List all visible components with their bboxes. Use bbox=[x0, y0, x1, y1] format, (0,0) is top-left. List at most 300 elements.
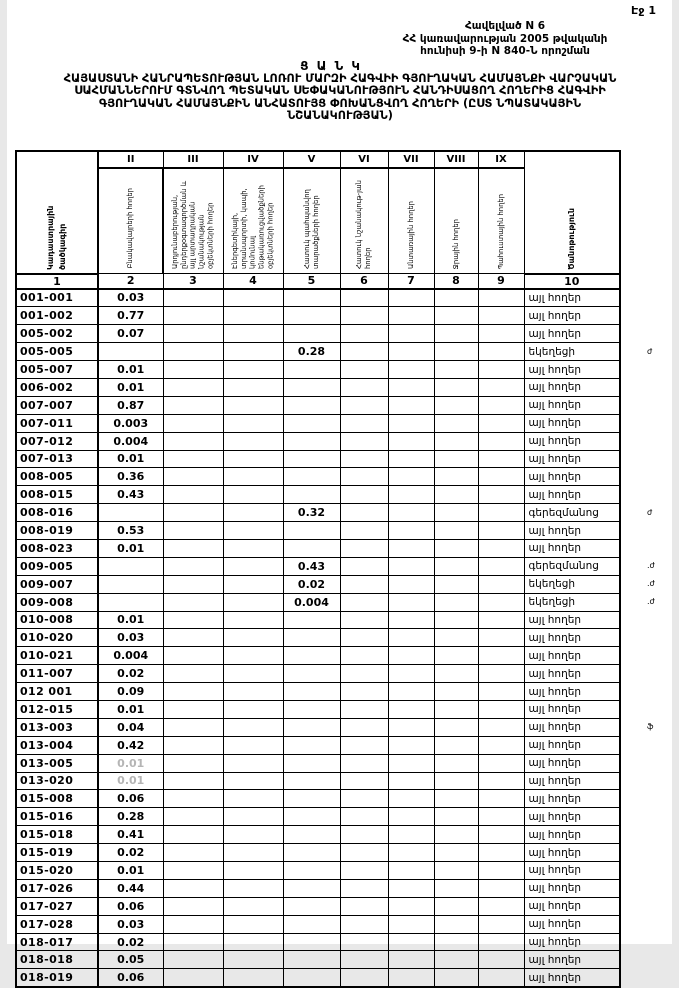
col-header-cadastral-code-label: Կադաստրային ծածկագիր bbox=[46, 205, 67, 270]
col-number: 7 bbox=[388, 274, 434, 289]
value-cell bbox=[434, 611, 478, 629]
note-cell: այլ հողեր bbox=[524, 969, 620, 987]
table-row bbox=[16, 897, 620, 915]
value-cell bbox=[163, 718, 223, 736]
col-roman-iv: IV bbox=[223, 151, 283, 168]
value-cell bbox=[478, 647, 524, 665]
value-cell bbox=[223, 665, 283, 683]
value-cell bbox=[283, 915, 340, 933]
value-cell: 0.41 bbox=[98, 826, 163, 844]
value-cell bbox=[223, 593, 283, 611]
cadastral-code-cell: 015-016 bbox=[16, 808, 98, 826]
value-cell bbox=[163, 450, 223, 468]
handwritten-margin-mark: .ժ bbox=[647, 561, 655, 571]
table-row bbox=[16, 361, 620, 379]
value-cell bbox=[163, 611, 223, 629]
value-cell bbox=[283, 754, 340, 772]
table-row bbox=[16, 522, 620, 540]
value-cell bbox=[163, 361, 223, 379]
value-cell bbox=[434, 862, 478, 880]
col-header-note-label: Ծանոթություն bbox=[566, 207, 576, 270]
value-cell bbox=[434, 539, 478, 557]
value-cell: 0.32 bbox=[283, 504, 340, 522]
value-cell bbox=[434, 432, 478, 450]
value-cell bbox=[163, 826, 223, 844]
table-row bbox=[16, 772, 620, 790]
value-cell bbox=[340, 683, 388, 701]
value-cell bbox=[340, 307, 388, 325]
value-cell bbox=[283, 289, 340, 307]
value-cell bbox=[163, 432, 223, 450]
value-cell bbox=[434, 557, 478, 575]
value-cell bbox=[340, 754, 388, 772]
value-cell: 0.02 bbox=[98, 933, 163, 951]
table-row bbox=[16, 718, 620, 736]
value-cell bbox=[223, 647, 283, 665]
value-cell: 0.06 bbox=[98, 969, 163, 987]
value-cell bbox=[163, 951, 223, 969]
value-cell: 0.87 bbox=[98, 396, 163, 414]
value-cell: 0.01 bbox=[98, 361, 163, 379]
cadastral-code-cell: 017-028 bbox=[16, 915, 98, 933]
title-line: ՆՇԱՆԱԿՈՒԹՅԱՆ) bbox=[287, 109, 393, 123]
handwritten-margin-mark: .ժ bbox=[647, 579, 655, 589]
value-cell bbox=[283, 539, 340, 557]
note-cell: այլ հողեր bbox=[524, 826, 620, 844]
value-cell bbox=[478, 343, 524, 361]
value-cell bbox=[388, 432, 434, 450]
value-cell bbox=[223, 969, 283, 987]
value-cell: 0.28 bbox=[98, 808, 163, 826]
value-cell bbox=[223, 504, 283, 522]
value-cell bbox=[163, 844, 223, 862]
cadastral-code-cell: 009-008 bbox=[16, 593, 98, 611]
value-cell bbox=[388, 522, 434, 540]
cadastral-code-cell: 015-008 bbox=[16, 790, 98, 808]
value-cell bbox=[388, 611, 434, 629]
value-cell bbox=[283, 361, 340, 379]
value-cell bbox=[223, 414, 283, 432]
value-cell bbox=[478, 307, 524, 325]
table-row bbox=[16, 844, 620, 862]
value-cell bbox=[434, 683, 478, 701]
value-cell bbox=[223, 486, 283, 504]
table-row bbox=[16, 575, 620, 593]
value-cell bbox=[388, 700, 434, 718]
value-cell bbox=[388, 826, 434, 844]
value-cell: 0.004 bbox=[98, 647, 163, 665]
table-row bbox=[16, 790, 620, 808]
value-cell bbox=[340, 844, 388, 862]
value-cell: 0.01 bbox=[98, 754, 163, 772]
note-cell: այլ հողեր bbox=[524, 879, 620, 897]
value-cell bbox=[163, 754, 223, 772]
value-cell bbox=[434, 933, 478, 951]
value-cell bbox=[478, 539, 524, 557]
value-cell bbox=[163, 468, 223, 486]
value-cell bbox=[163, 808, 223, 826]
table-row bbox=[16, 343, 620, 361]
col-number: 2 bbox=[98, 274, 163, 289]
cadastral-code-cell: 005-002 bbox=[16, 325, 98, 343]
value-cell bbox=[478, 432, 524, 450]
value-cell bbox=[478, 969, 524, 987]
value-cell bbox=[223, 307, 283, 325]
table-row bbox=[16, 879, 620, 897]
value-cell bbox=[434, 486, 478, 504]
col-roman-ix: IX bbox=[478, 151, 524, 168]
value-cell: 0.01 bbox=[98, 862, 163, 880]
value-cell bbox=[163, 289, 223, 307]
col-number: 4 bbox=[223, 274, 283, 289]
cadastral-code-cell: 013-020 bbox=[16, 772, 98, 790]
cadastral-code-cell: 007-012 bbox=[16, 432, 98, 450]
value-cell bbox=[283, 378, 340, 396]
value-cell: 0.01 bbox=[98, 378, 163, 396]
value-cell bbox=[434, 325, 478, 343]
cadastral-code-cell: 018-017 bbox=[16, 933, 98, 951]
value-cell: 0.77 bbox=[98, 307, 163, 325]
note-cell: այլ հողեր bbox=[524, 414, 620, 432]
table-row bbox=[16, 289, 620, 307]
value-cell bbox=[388, 450, 434, 468]
table-row bbox=[16, 683, 620, 701]
value-cell bbox=[434, 575, 478, 593]
note-cell: այլ հողեր bbox=[524, 862, 620, 880]
note-cell: այլ հողեր bbox=[524, 450, 620, 468]
value-cell bbox=[340, 951, 388, 969]
value-cell bbox=[434, 468, 478, 486]
table-row bbox=[16, 486, 620, 504]
table-row bbox=[16, 307, 620, 325]
value-cell bbox=[340, 897, 388, 915]
value-cell bbox=[283, 683, 340, 701]
cadastral-code-cell: 010-008 bbox=[16, 611, 98, 629]
col-number: 5 bbox=[283, 274, 340, 289]
value-cell bbox=[223, 915, 283, 933]
cadastral-code-cell: 008-016 bbox=[16, 504, 98, 522]
table-row bbox=[16, 862, 620, 880]
appendix-reference bbox=[329, 20, 679, 58]
cadastral-code-cell: 007-013 bbox=[16, 450, 98, 468]
note-cell: այլ հողեր bbox=[524, 933, 620, 951]
value-cell bbox=[478, 665, 524, 683]
cadastral-code-cell: 007-007 bbox=[16, 396, 98, 414]
value-cell bbox=[163, 665, 223, 683]
value-cell: 0.02 bbox=[283, 575, 340, 593]
cadastral-code-cell: 010-020 bbox=[16, 629, 98, 647]
value-cell bbox=[283, 897, 340, 915]
cadastral-code-cell: 009-005 bbox=[16, 557, 98, 575]
value-cell bbox=[223, 736, 283, 754]
value-cell bbox=[478, 754, 524, 772]
table-row bbox=[16, 933, 620, 951]
value-cell bbox=[388, 539, 434, 557]
table-row bbox=[16, 450, 620, 468]
value-cell bbox=[478, 933, 524, 951]
value-cell bbox=[388, 808, 434, 826]
value-cell bbox=[340, 396, 388, 414]
table-row bbox=[16, 378, 620, 396]
value-cell bbox=[340, 790, 388, 808]
value-cell: 0.01 bbox=[98, 772, 163, 790]
value-cell: 0.004 bbox=[98, 432, 163, 450]
value-cell bbox=[388, 754, 434, 772]
value-cell bbox=[388, 378, 434, 396]
table-row bbox=[16, 700, 620, 718]
value-cell bbox=[163, 343, 223, 361]
value-cell: 0.03 bbox=[98, 629, 163, 647]
value-cell bbox=[434, 879, 478, 897]
value-cell bbox=[283, 396, 340, 414]
cadastral-code-cell: 008-005 bbox=[16, 468, 98, 486]
cadastral-code-cell: 015-020 bbox=[16, 862, 98, 880]
value-cell bbox=[388, 951, 434, 969]
value-cell bbox=[223, 539, 283, 557]
cadastral-code-cell: 012 001 bbox=[16, 683, 98, 701]
note-cell: եկեղեցի bbox=[524, 343, 620, 361]
value-cell bbox=[388, 665, 434, 683]
value-cell: 0.03 bbox=[98, 289, 163, 307]
value-cell bbox=[340, 629, 388, 647]
value-cell bbox=[388, 486, 434, 504]
value-cell bbox=[478, 826, 524, 844]
value-cell bbox=[283, 700, 340, 718]
cadastral-code-cell: 010-021 bbox=[16, 647, 98, 665]
value-cell bbox=[434, 522, 478, 540]
value-cell bbox=[340, 468, 388, 486]
value-cell bbox=[223, 862, 283, 880]
value-cell bbox=[223, 396, 283, 414]
note-cell: այլ հողեր bbox=[524, 718, 620, 736]
note-cell: այլ հողեր bbox=[524, 736, 620, 754]
value-cell bbox=[340, 575, 388, 593]
table-row bbox=[16, 593, 620, 611]
value-cell bbox=[388, 718, 434, 736]
value-cell bbox=[478, 450, 524, 468]
handwritten-margin-mark: ժ bbox=[647, 507, 653, 517]
value-cell bbox=[388, 915, 434, 933]
note-cell: այլ հողեր bbox=[524, 396, 620, 414]
table-row bbox=[16, 808, 620, 826]
value-cell bbox=[434, 414, 478, 432]
value-cell bbox=[283, 611, 340, 629]
value-cell bbox=[340, 862, 388, 880]
value-cell bbox=[163, 647, 223, 665]
note-cell: եկեղեցի bbox=[524, 575, 620, 593]
value-cell bbox=[434, 700, 478, 718]
note-cell: այլ հողեր bbox=[524, 754, 620, 772]
value-cell bbox=[388, 468, 434, 486]
cadastral-code-cell: 005-005 bbox=[16, 343, 98, 361]
value-cell bbox=[340, 450, 388, 468]
value-cell bbox=[223, 325, 283, 343]
cadastral-code-cell: 008-023 bbox=[16, 539, 98, 557]
value-cell bbox=[163, 557, 223, 575]
col-roman-vi: VI bbox=[340, 151, 388, 168]
value-cell bbox=[388, 307, 434, 325]
value-cell bbox=[340, 969, 388, 987]
value-cell bbox=[388, 879, 434, 897]
note-cell: այլ հողեր bbox=[524, 432, 620, 450]
value-cell bbox=[340, 432, 388, 450]
value-cell bbox=[163, 736, 223, 754]
value-cell bbox=[163, 539, 223, 557]
value-cell bbox=[478, 325, 524, 343]
value-cell bbox=[163, 414, 223, 432]
value-cell bbox=[478, 683, 524, 701]
value-cell bbox=[340, 665, 388, 683]
value-cell bbox=[478, 468, 524, 486]
value-cell bbox=[163, 915, 223, 933]
value-cell bbox=[223, 700, 283, 718]
note-cell: այլ հողեր bbox=[524, 790, 620, 808]
value-cell bbox=[340, 933, 388, 951]
value-cell bbox=[98, 557, 163, 575]
value-cell bbox=[283, 826, 340, 844]
value-cell bbox=[340, 414, 388, 432]
value-cell bbox=[478, 575, 524, 593]
value-cell bbox=[340, 361, 388, 379]
value-cell bbox=[283, 450, 340, 468]
value-cell bbox=[340, 700, 388, 718]
cadastral-code-cell: 017-026 bbox=[16, 879, 98, 897]
value-cell bbox=[388, 969, 434, 987]
value-cell bbox=[340, 289, 388, 307]
value-cell bbox=[340, 504, 388, 522]
value-cell bbox=[434, 969, 478, 987]
value-cell: 0.03 bbox=[98, 915, 163, 933]
note-cell: այլ հողեր bbox=[524, 951, 620, 969]
value-cell bbox=[163, 325, 223, 343]
note-cell: այլ հողեր bbox=[524, 378, 620, 396]
value-cell: 0.36 bbox=[98, 468, 163, 486]
value-cell bbox=[478, 879, 524, 897]
value-cell bbox=[340, 325, 388, 343]
table-row bbox=[16, 826, 620, 844]
value-cell bbox=[478, 736, 524, 754]
col-header-cadastral-code bbox=[16, 151, 98, 274]
value-cell bbox=[388, 629, 434, 647]
value-cell bbox=[478, 862, 524, 880]
table-row bbox=[16, 432, 620, 450]
value-cell: 0.42 bbox=[98, 736, 163, 754]
note-cell: այլ հողեր bbox=[524, 611, 620, 629]
value-cell: 0.01 bbox=[98, 450, 163, 468]
value-cell bbox=[163, 897, 223, 915]
value-cell bbox=[223, 754, 283, 772]
value-cell bbox=[434, 289, 478, 307]
value-cell bbox=[434, 915, 478, 933]
note-cell: այլ հողեր bbox=[524, 683, 620, 701]
col-number: 9 bbox=[478, 274, 524, 289]
value-cell bbox=[388, 897, 434, 915]
value-cell bbox=[163, 969, 223, 987]
col-roman-iii: III bbox=[163, 151, 223, 168]
value-cell bbox=[283, 844, 340, 862]
col-header-industrial-lands: Արդյունաբերության, ընդերքօգտագործման և այլ արտադրական նշանակության օբյեկտների հողեր bbox=[163, 168, 223, 274]
value-cell: 0.44 bbox=[98, 879, 163, 897]
note-cell: գերեզմանոց bbox=[524, 504, 620, 522]
col-header-protected-lands: Հատուկ պահպանվող տարածքների հողեր bbox=[283, 168, 340, 274]
value-cell bbox=[434, 808, 478, 826]
value-cell bbox=[434, 718, 478, 736]
cadastral-code-cell: 015-018 bbox=[16, 826, 98, 844]
value-cell bbox=[434, 450, 478, 468]
note-cell: այլ հողեր bbox=[524, 307, 620, 325]
cadastral-code-cell: 006-002 bbox=[16, 378, 98, 396]
col-roman-vii: VII bbox=[388, 151, 434, 168]
value-cell bbox=[434, 951, 478, 969]
note-cell: այլ հողեր bbox=[524, 844, 620, 862]
note-cell: այլ հողեր bbox=[524, 665, 620, 683]
value-cell bbox=[283, 736, 340, 754]
value-cell: 0.53 bbox=[98, 522, 163, 540]
value-cell bbox=[283, 647, 340, 665]
col-number: 3 bbox=[163, 274, 223, 289]
value-cell bbox=[163, 378, 223, 396]
value-cell bbox=[98, 593, 163, 611]
value-cell bbox=[434, 647, 478, 665]
appendix-line: Հավելված N 6 bbox=[464, 20, 546, 32]
value-cell bbox=[388, 844, 434, 862]
value-cell bbox=[340, 879, 388, 897]
value-cell: 0.06 bbox=[98, 897, 163, 915]
value-cell bbox=[163, 700, 223, 718]
value-cell bbox=[163, 879, 223, 897]
value-cell bbox=[340, 915, 388, 933]
table-row bbox=[16, 414, 620, 432]
value-cell bbox=[388, 325, 434, 343]
table-row bbox=[16, 754, 620, 772]
document-title bbox=[15, 73, 665, 123]
note-cell: այլ հողեր bbox=[524, 808, 620, 826]
value-cell bbox=[434, 826, 478, 844]
value-cell bbox=[340, 826, 388, 844]
list-heading-word: Ց Ա Ն Կ bbox=[300, 59, 362, 73]
value-cell: 0.004 bbox=[283, 593, 340, 611]
value-cell bbox=[478, 289, 524, 307]
table-row bbox=[16, 611, 620, 629]
cadastral-code-cell: 001-002 bbox=[16, 307, 98, 325]
value-cell bbox=[478, 611, 524, 629]
table-row bbox=[16, 504, 620, 522]
value-cell bbox=[388, 933, 434, 951]
cadastral-code-cell: 008-019 bbox=[16, 522, 98, 540]
cadastral-code-cell: 013-003 bbox=[16, 718, 98, 736]
value-cell bbox=[283, 969, 340, 987]
value-cell bbox=[340, 593, 388, 611]
col-roman-v: V bbox=[283, 151, 340, 168]
note-cell: այլ հողեր bbox=[524, 700, 620, 718]
table-header bbox=[16, 151, 620, 289]
value-cell bbox=[478, 593, 524, 611]
col-roman-ii: II bbox=[98, 151, 163, 168]
value-cell bbox=[340, 539, 388, 557]
value-cell bbox=[283, 933, 340, 951]
value-cell bbox=[388, 504, 434, 522]
value-cell: 0.06 bbox=[98, 790, 163, 808]
value-cell bbox=[98, 343, 163, 361]
value-cell bbox=[283, 414, 340, 432]
value-cell bbox=[478, 396, 524, 414]
value-cell bbox=[283, 468, 340, 486]
cadastral-code-cell: 015-019 bbox=[16, 844, 98, 862]
value-cell bbox=[434, 361, 478, 379]
value-cell bbox=[388, 343, 434, 361]
value-cell bbox=[388, 647, 434, 665]
value-cell bbox=[163, 593, 223, 611]
